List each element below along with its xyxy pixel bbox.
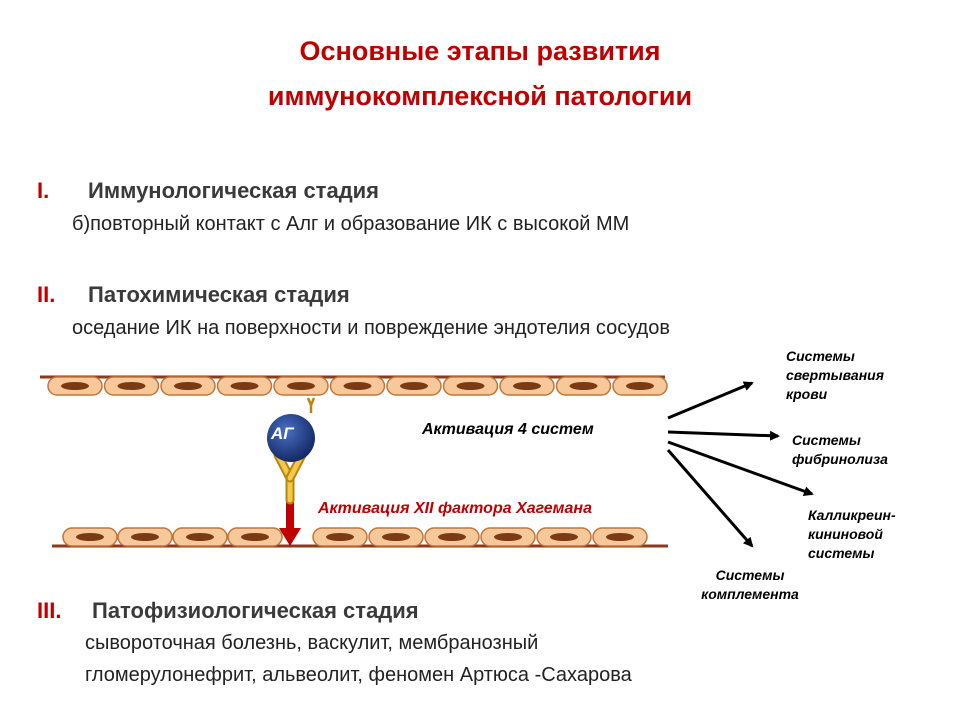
endothelial-cell [218,377,272,395]
activation-factor-xii-label: Активация XII фактора Хагемана [318,500,592,517]
endothelial-cell [228,528,282,546]
endothelial-cell [537,528,591,546]
endothelial-cell [593,528,647,546]
endothelial-cell [105,377,159,395]
stage-2-description: оседание ИК на поверхности и повреждение эндотелия сосудов [72,317,670,339]
endothelial-cell [481,528,535,546]
coagulation-system-label [786,347,884,404]
kallikrein-kinin-system-label [808,506,896,563]
arrow-to-coagulation [668,383,752,418]
stage-1-title: Иммунологическая стадия [88,178,380,203]
arrow-to-fibrinolysis [668,432,778,436]
stage-1-number: I. [37,178,50,203]
endothelial-cell [331,377,385,395]
coagulation-line-2: свертывания [786,367,884,383]
stage-1-description: б)повторный контакт с Алг и образование ИК с высокой ММ [72,213,630,235]
endothelial-cell [118,528,172,546]
kallikrein-line-3: системы [808,545,875,561]
kallikrein-line-2: кининовой [808,526,883,542]
endothelial-cell [161,377,215,395]
endothelial-cell [313,528,367,546]
arrow-to-kallikrein [668,442,812,494]
activation-4-systems-label: Активация 4 систем [422,421,594,438]
stage-3-description-line-1: сывороточная болезнь, васкулит, мембранозный [85,632,539,654]
kallikrein-line-1: Калликреин- [808,507,896,523]
complement-line-2: комплемента [701,586,799,602]
endothelial-cell [274,377,328,395]
endothelial-cell [613,377,667,395]
fibrinolysis-line-2: фибринолиза [792,451,888,467]
coagulation-line-3: крови [786,386,828,402]
endothelial-cell [444,377,498,395]
endothelial-cell [425,528,479,546]
endothelial-cell [557,377,611,395]
endothelial-cell [369,528,423,546]
stage-3-title: Патофизиологическая стадия [92,598,419,623]
coagulation-line-1: Системы [786,348,855,364]
complement-line-1: Системы [715,567,785,583]
arrow-to-complement [668,450,752,546]
endothelial-cell [63,528,117,546]
slide-title-line-2: иммунокомплексной патологии [267,81,693,111]
stage-3-number: III. [37,598,62,623]
upper-endothelium [48,377,667,395]
lower-endothelium [63,528,647,546]
endothelial-cell [48,377,102,395]
stage-3-description-line-2: гломерулонефрит, альвеолит, феномен Артюса -Сахарова [85,664,632,686]
endothelial-cell [173,528,227,546]
small-antibody-icon [308,398,314,413]
complement-system-label [685,566,815,604]
antigen-label: АГ [271,424,294,443]
stage-2-title: Патохимическая стадия [88,282,350,307]
endothelial-cell [387,377,441,395]
slide-title-line-1: Основные этапы развития [299,36,661,66]
stage-2-number: II. [37,282,56,307]
endothelial-cell [500,377,554,395]
fibrinolysis-line-1: Системы [792,432,861,448]
fibrinolysis-system-label [792,431,888,469]
